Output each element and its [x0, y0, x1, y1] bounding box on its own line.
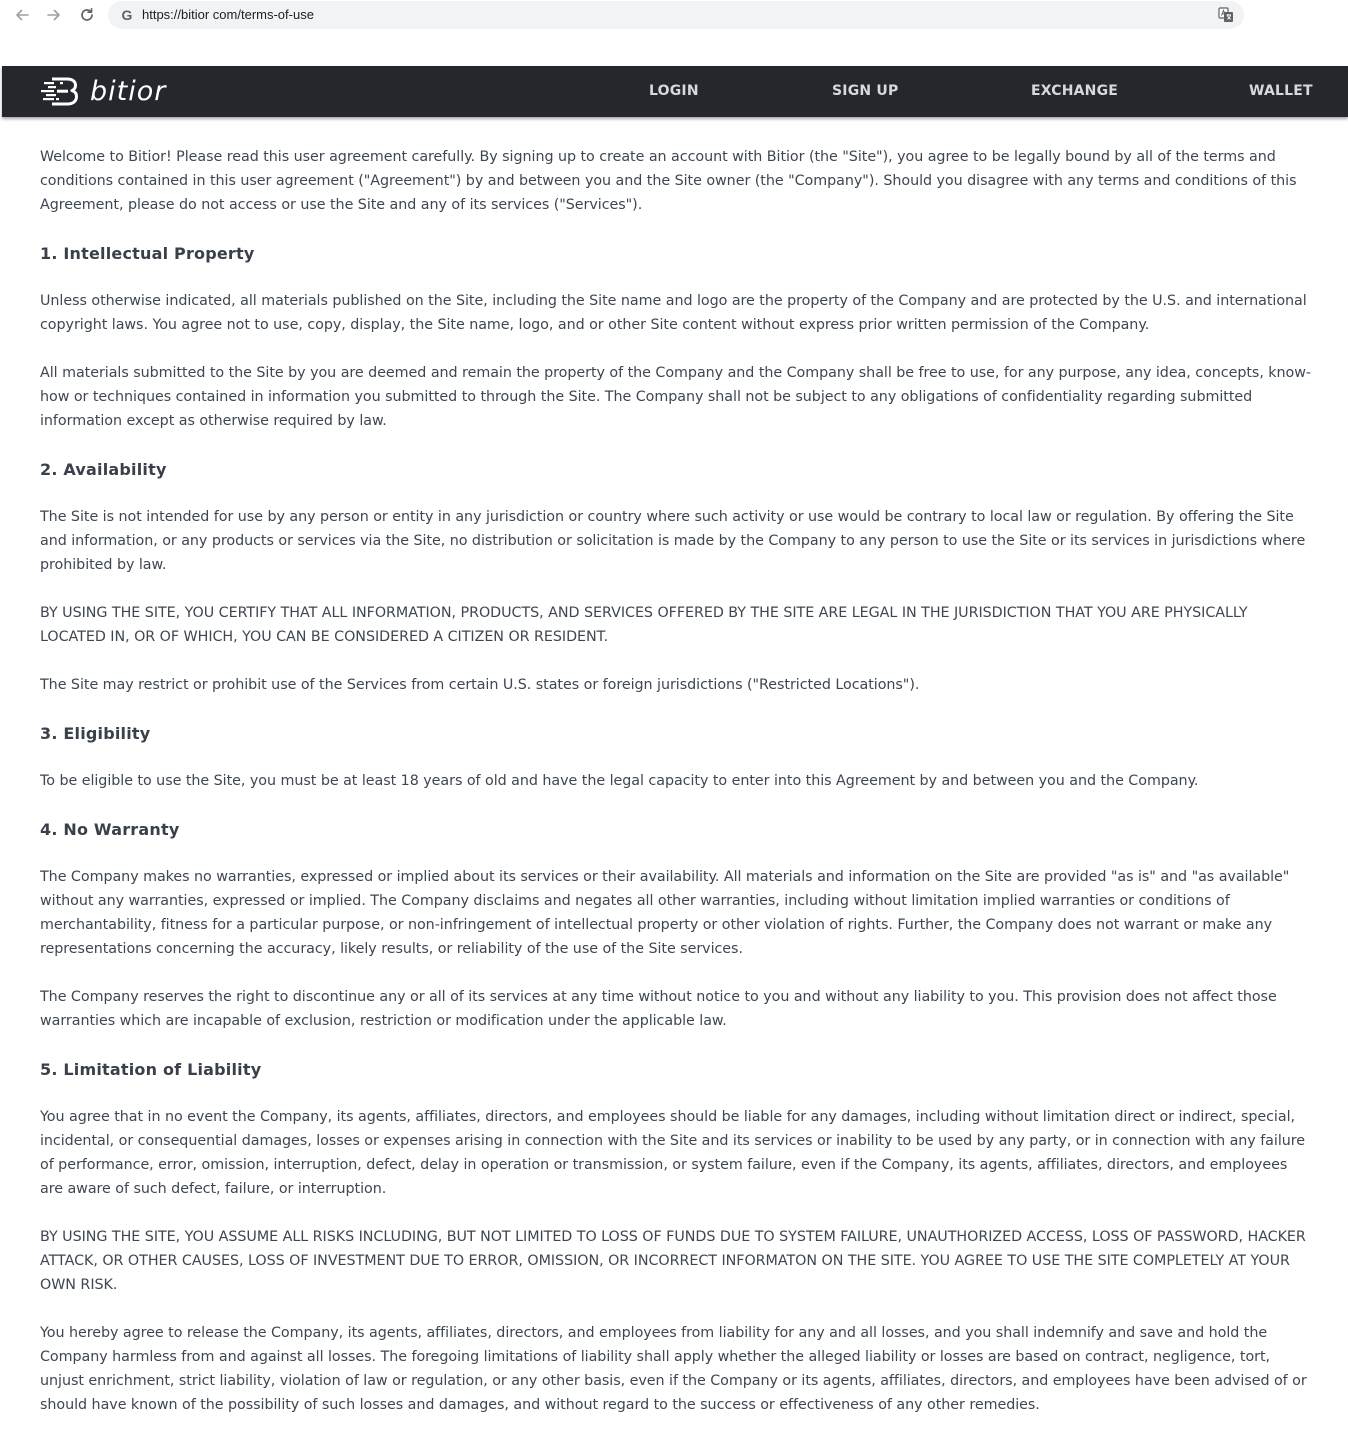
nav-signup-link[interactable]: SIGN UP [832, 83, 899, 99]
address-bar[interactable] [108, 1, 1244, 29]
translate-icon[interactable] [1218, 7, 1234, 23]
nav-login-link[interactable]: LOGIN [649, 83, 699, 99]
forward-arrow-icon[interactable] [43, 4, 65, 26]
site-header [2, 66, 1348, 117]
nav-wallet-link[interactable]: WALLET [1249, 83, 1313, 99]
site-logo[interactable] [40, 76, 166, 108]
address-bar-url[interactable]: https://bitior com/terms-of-use [142, 7, 314, 22]
nav-exchange-link[interactable]: EXCHANGE [1031, 83, 1119, 99]
section-heading-limitation-of-liability: 5. Limitation of Liability [40, 1060, 262, 1079]
back-arrow-icon[interactable] [11, 4, 33, 26]
terms-paragraph: The Site is not intended for use by any person or entity in any jurisdiction or country where such activity or use would be contrary to local law or regulation. By offering the Site and information, or any products or services via the Site, no distribution or solicitation is made by the Company to any person to use the Site or its services in jurisdictions where prohibited by law. [40, 509, 1306, 573]
terms-paragraph: You hereby agree to release the Company, its agents, affiliates, directors, and employees from liability for any and all losses, and you shall indemnify and save and hold the Company harmless from and against all losses. The foregoing limitations of liability shall apply whether the alleged liability or losses are based on contract, negligence, tort, unjust enrichment, strict liability, violation of law or regulation, or any other basis, even if the Company or its agents, affiliates, directors, and employees have been advised of or should have known of the possibility of such losses and damages, and without regard to the success or effectiveness of any other remedies. [40, 1325, 1307, 1413]
logo-text: bitior [90, 76, 167, 107]
section-heading-no-warranty: 4. No Warranty [40, 820, 180, 839]
section-heading-intellectual-property: 1. Intellectual Property [40, 244, 255, 263]
browser-toolbar [0, 0, 1348, 30]
section-heading-availability: 2. Availability [40, 460, 167, 479]
terms-paragraph: To be eligible to use the Site, you must be at least 18 years of old and have the legal capacity to enter into this Agreement by and between you and the Company. [40, 773, 1199, 789]
terms-paragraph: The Site may restrict or prohibit use of the Services from certain U.S. states or foreign jurisdictions ("Restricted Locations"). [40, 677, 920, 693]
terms-paragraph: The Company makes no warranties, expressed or implied about its services or their availability. All materials and information on the Site are provided "as is" and "as available" without any warranties, expressed or implied. The Company disclaims and negates all other warranties, including without limitation implied warranties or conditions of merchantability, fitness for a particular purpose, or non-infringement of intellectual property or other violation of rights. Further, the Company does not warrant or make any representations concerning the accuracy, likely results, or reliability of the use of the Site services. [40, 869, 1290, 957]
terms-paragraph: Unless otherwise indicated, all materials published on the Site, including the Site name and logo are the property of the Company and are protected by the U.S. and international copyright laws. You agree not to use, copy, display, the Site name, logo, and or other Site content without express prior written permission of the Company. [40, 293, 1307, 333]
section-heading-eligibility: 3. Eligibility [40, 724, 151, 743]
terms-content [40, 145, 1312, 1441]
terms-intro: Welcome to Bitior! Please read this user agreement carefully. By signing up to create an account with Bitior (the "Site"), you agree to be legally bound by all of the terms and conditions contained in this user agreement ("Agreement") by and between you and the Site owner (the "Company"). Should you disagree with any terms and conditions of this Agreement, please do not access or use the Site and any of its services ("Services"). [40, 149, 1297, 213]
reload-icon[interactable] [76, 4, 98, 26]
bitior-logo-icon [40, 77, 80, 107]
terms-paragraph: BY USING THE SITE, YOU ASSUME ALL RISKS INCLUDING, BUT NOT LIMITED TO LOSS OF FUNDS DUE TO SYSTEM FAILURE, UNAUTHORIZED ACCESS, LOSS OF PASSWORD, HACKER ATTACK, OR OTHER CAUSES, LOSS OF INVESTMENT DUE TO ERROR, OMISSION, OR INCORRECT INFORMATON ON THE SITE. YOU AGREE TO USE THE SITE COMPLETELY AT YOUR OWN RISK. [40, 1229, 1306, 1293]
terms-paragraph: BY USING THE SITE, YOU CERTIFY THAT ALL INFORMATION, PRODUCTS, AND SERVICES OFFERED BY THE SITE ARE LEGAL IN THE JURISDICTION THAT YOU ARE PHYSICALLY LOCATED IN, OR OF WHICH, YOU CAN BE CONSIDERED A CITIZEN OR RESIDENT. [40, 605, 1248, 645]
terms-paragraph: All materials submitted to the Site by you are deemed and remain the property of the Company and the Company shall be free to use, for any purpose, any idea, concepts, know-how or techniques contained in information you submitted to through the Site. The Company shall not be subject to any obligations of confidentiality regarding submitted information except as otherwise required by law. [40, 365, 1311, 429]
terms-paragraph: You agree that in no event the Company, its agents, affiliates, directors, and employees should be liable for any damages, including without limitation direct or indirect, special, incidental, or consequential damages, losses or expenses arising in connection with the Site and its services or inability to be used by any party, or in connection with any failure of performance, error, omission, interruption, defect, delay in operation or transmission, or system failure, even if the Company, its agents, affiliates, directors, and employees are aware of such defect, failure, or interruption. [40, 1109, 1306, 1197]
google-g-icon: G [121, 7, 133, 23]
terms-paragraph: The Company reserves the right to discontinue any or all of its services at any time without notice to you and without any liability to you. This provision does not affect those warranties which are incapable of exclusion, restriction or modification under the applicable law. [40, 989, 1277, 1029]
